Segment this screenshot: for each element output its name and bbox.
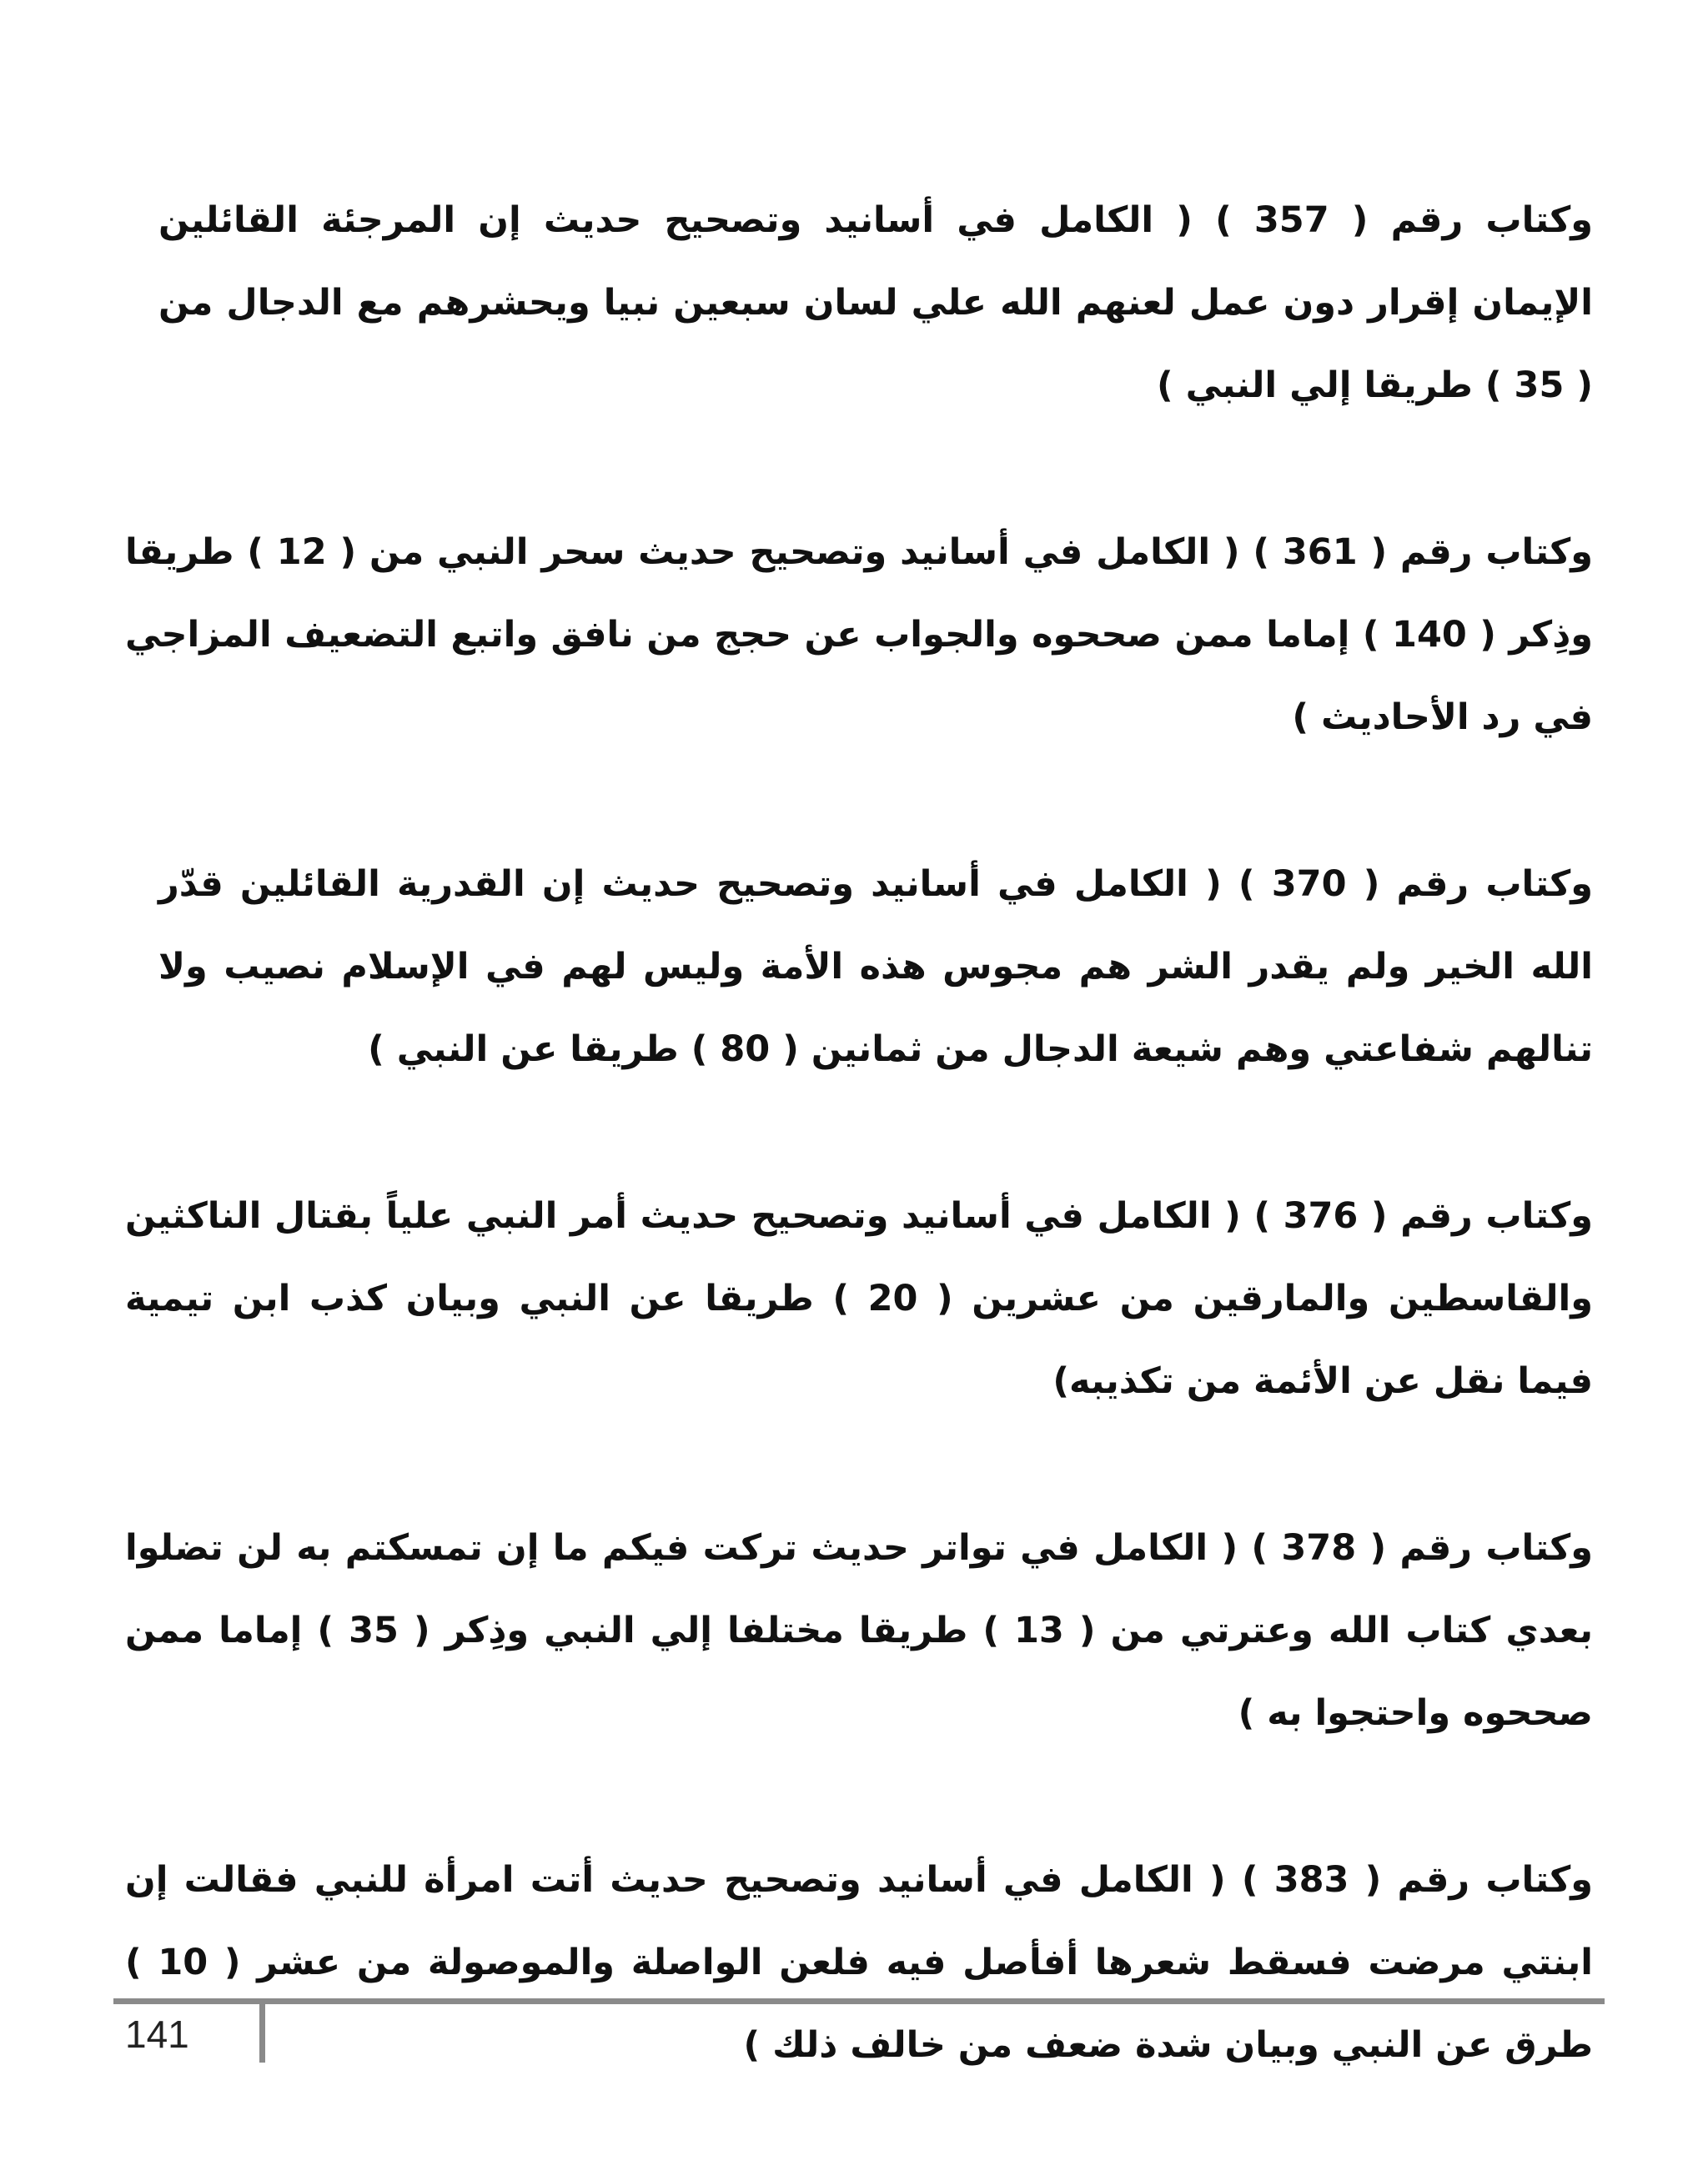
- book-entry-370: وكتاب رقم ( 370 ) ( الكامل في أسانيد وتصحيح حديث إن القدرية القائلين قدّر الله الخير ولم يقدر الشر هم مجوس هذه الأمة وليس لهم في الإسلام نصيب ولا تنالهم شفاعتي وهم شيعة الدجال من ثمانين ( 80 ) طريقا عن النبي ): [158, 863, 1593, 1070]
- book-entry-383: وكتاب رقم ( 383 ) ( الكامل في أسانيد وتصحيح حديث أتت امرأة للنبي فقالت إن ابنتي مرضت فسقط شعرها أفأصل فيه فلعن الواصلة والموصولة من عشر ( 10 ) طرق عن النبي وبيان شدة ضعف من خالف ذلك ): [125, 1859, 1594, 2066]
- book-entry-376: وكتاب رقم ( 376 ) ( الكامل في أسانيد وتصحيح حديث أمر النبي علياً بقتال الناكثين والقاسطين والمارقين من عشرين ( 20 ) طريقا عن النبي وبيان كذب ابن تيمية فيما نقل عن الأئمة من تكذيبه): [125, 1195, 1594, 1402]
- footer-divider: [259, 2004, 265, 2063]
- book-entry-378: وكتاب رقم ( 378 ) ( الكامل في تواتر حديث تركت فيكم ما إن تمسكتم به لن تضلوا بعدي كتاب الله وعترتي من ( 13 ) طريقا مختلفا إلي النبي وذِكر ( 35 ) إماما ممن صححوه واحتجوا به ): [125, 1527, 1593, 1734]
- page-number: 141: [125, 2013, 189, 2056]
- footer-rule: [113, 1998, 1605, 2004]
- book-entry-361: وكتاب رقم ( 361 ) ( الكامل في أسانيد وتصحيح حديث سحر النبي من ( 12 ) طريقا وذِكر ( 140 ) إماما ممن صححوه والجواب عن حجج من نافق واتبع التضعيف المزاجي في رد الأحاديث ): [125, 531, 1593, 738]
- book-entry-357: وكتاب رقم ( 357 ) ( الكامل في أسانيد وتصحيح حديث إن المرجئة القائلين الإيمان إقرار دون عمل لعنهم الله علي لسان سبعين نبيا ويحشرهم مع الدجال من ( 35 ) طريقا إلي النبي ): [158, 199, 1593, 406]
- page-body: [125, 179, 1593, 2171]
